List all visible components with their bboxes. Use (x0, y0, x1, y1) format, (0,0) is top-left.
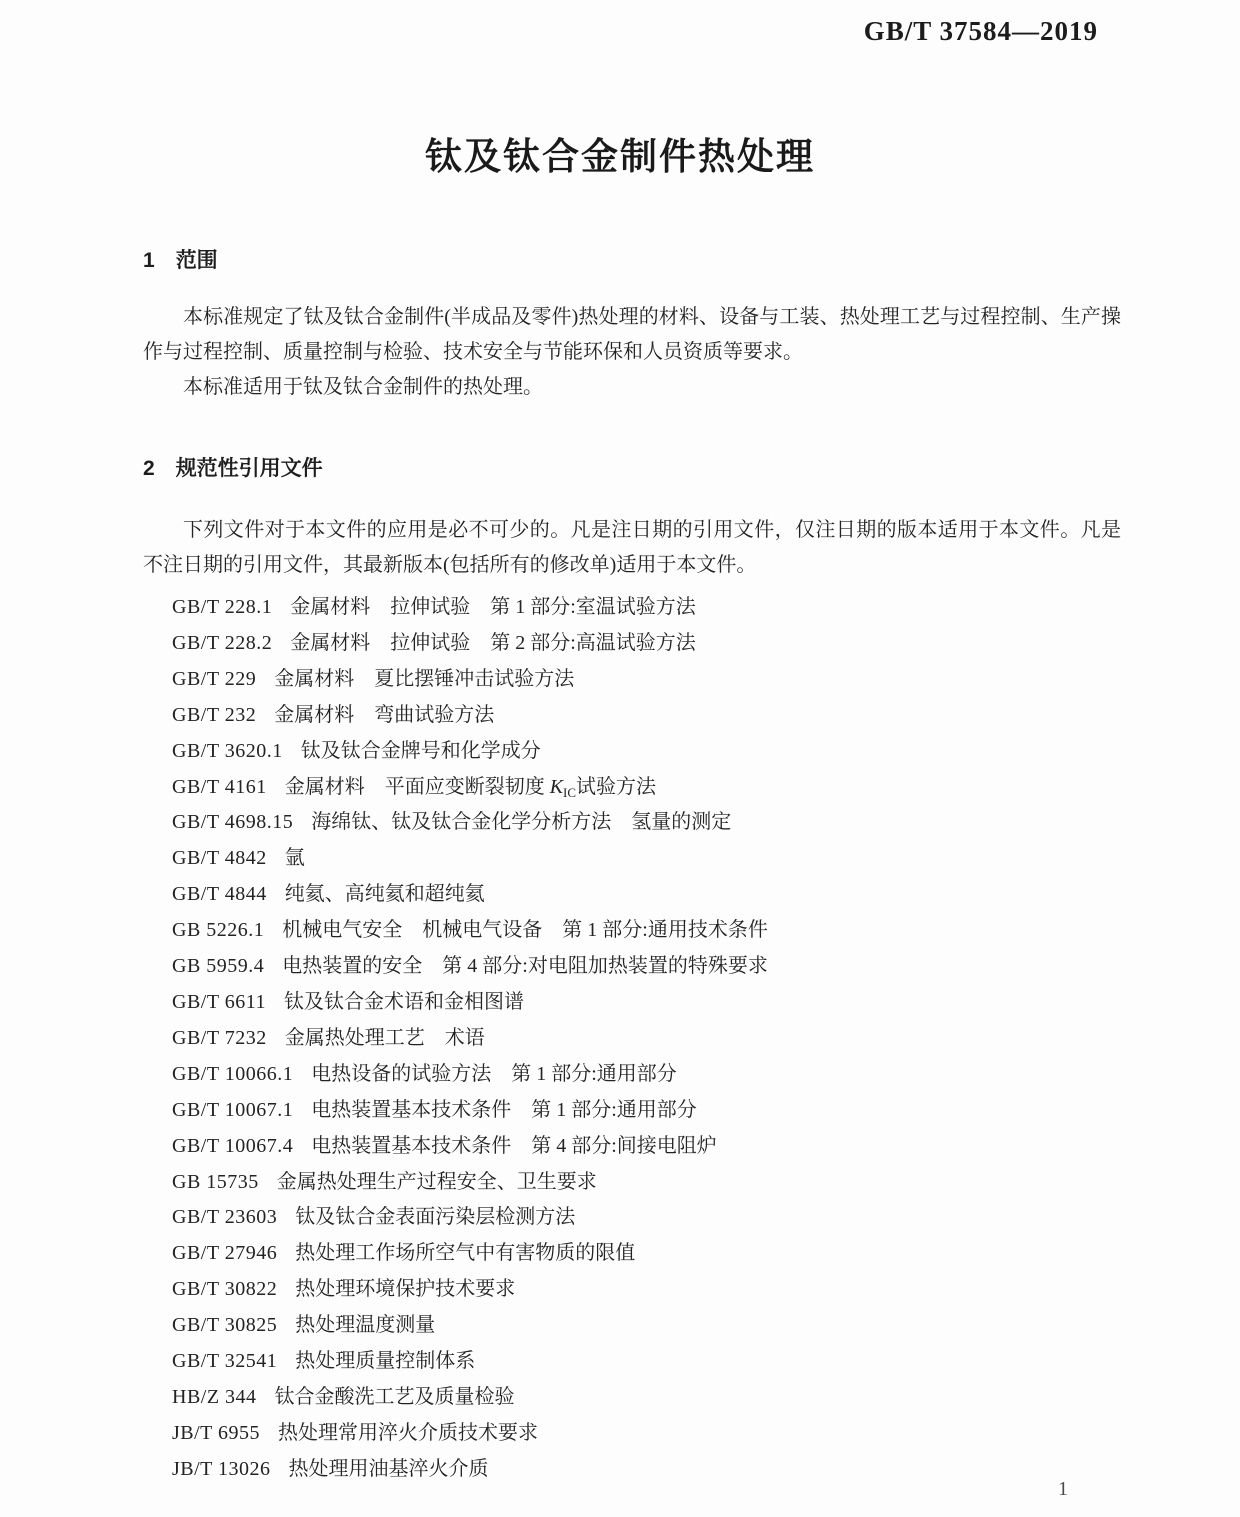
reference-title: 钛及钛合金术语和金相图谱 (283, 990, 524, 1013)
reference-title: 金属材料 拉伸试验 第 2 部分:高温试验方法 (290, 631, 696, 654)
reference-title: 电热装置基本技术条件 第 4 部分:间接电阻炉 (311, 1134, 717, 1157)
scope-text (143, 300, 1121, 405)
reference-code: GB/T 30822 (172, 1278, 278, 1301)
reference-item (172, 1165, 1122, 1201)
reference-title: 金属材料 弯曲试验方法 (274, 703, 495, 726)
reference-code: GB/T 4698.15 (172, 811, 294, 834)
reference-item (172, 1093, 1122, 1129)
reference-code: HB/Z 344 (172, 1385, 257, 1408)
section-scope-title: 范围 (175, 249, 218, 272)
references-intro-paragraph: 下列文件对于本文件的应用是必不可少的。凡是注日期的引用文件，仅注日期的版本适用于本文件。凡是不注日期的引用文件，其最新版本(包括所有的修改单)适用于本文件。 (143, 519, 1121, 576)
scope-paragraph-1: 本标准规定了钛及钛合金制件(半成品及零件)热处理的材料、设备与工装、热处理工艺与过程控制、生产操作与过程控制、质量控制与检验、技术安全与节能环保和人员资质等要求。 (143, 306, 1121, 363)
reference-title: 钛及钛合金表面污染层检测方法 (295, 1206, 576, 1229)
document-title: 钛及钛合金制件热处理 (425, 136, 815, 177)
reference-code: GB/T 30825 (172, 1314, 278, 1337)
reference-code: GB/T 4844 (172, 883, 267, 906)
reference-item (172, 1200, 1122, 1236)
reference-code: JB/T 6955 (172, 1421, 261, 1444)
reference-code: GB/T 10067.1 (172, 1098, 294, 1121)
reference-code: GB/T 10066.1 (172, 1062, 294, 1085)
reference-title: 电热装置的安全 第 4 部分:对电阻加热装置的特殊要求 (282, 955, 768, 978)
standard-code: GB/T 37584—2019 (863, 16, 1098, 46)
reference-title: 金属热处理生产过程安全、卫生要求 (276, 1170, 597, 1193)
section-references-number: 2 (143, 457, 155, 480)
reference-code: JB/T 13026 (172, 1457, 271, 1480)
reference-code: GB/T 4161 (172, 775, 267, 798)
reference-title: 电热设备的试验方法 第 1 部分:通用部分 (311, 1062, 677, 1085)
reference-item (172, 913, 1122, 949)
reference-code: GB 5226.1 (172, 919, 265, 942)
reference-title: 海绵钛、钛及钛合金化学分析方法 氢量的测定 (311, 811, 732, 834)
reference-item (172, 1236, 1122, 1272)
reference-code: GB/T 7232 (172, 1026, 267, 1049)
fracture-toughness-k-symbol: K (549, 775, 564, 798)
reference-title: 热处理用油基淬火介质 (288, 1457, 489, 1480)
reference-title: 钛及钛合金牌号和化学成分 (300, 739, 541, 762)
reference-code: GB 15735 (172, 1170, 259, 1193)
reference-code: GB/T 27946 (172, 1242, 278, 1265)
reference-code: GB/T 232 (172, 703, 257, 726)
reference-code: GB/T 6611 (172, 990, 266, 1013)
reference-title: 钛合金酸洗工艺及质量检验 (274, 1385, 515, 1408)
reference-title: 纯氦、高纯氦和超纯氦 (284, 883, 485, 906)
section-scope-heading (143, 244, 218, 274)
reference-title: 金属材料 拉伸试验 第 1 部分:室温试验方法 (290, 596, 696, 618)
reference-code: GB/T 23603 (172, 1206, 278, 1229)
reference-title: 金属材料 夏比摆锤冲击试验方法 (274, 667, 575, 690)
reference-item (172, 1272, 1122, 1308)
reference-item (172, 985, 1122, 1021)
reference-item (172, 1308, 1122, 1344)
section-scope-number: 1 (143, 249, 155, 272)
reference-item (172, 1021, 1122, 1057)
reference-item (172, 1380, 1122, 1416)
reference-code: GB/T 4842 (172, 847, 267, 870)
reference-item (172, 877, 1122, 913)
reference-title: 电热装置基本技术条件 第 1 部分:通用部分 (311, 1098, 697, 1121)
reference-item (172, 698, 1122, 734)
reference-item (172, 770, 1122, 806)
reference-title: 热处理常用淬火介质技术要求 (278, 1421, 539, 1444)
reference-title: 热处理温度测量 (295, 1314, 436, 1337)
reference-code: GB/T 229 (172, 667, 257, 690)
reference-item (172, 805, 1122, 841)
reference-code: GB/T 3620.1 (172, 739, 283, 762)
reference-title: 金属热处理工艺 术语 (284, 1026, 485, 1049)
reference-item (172, 841, 1122, 877)
reference-item (172, 734, 1122, 770)
references-intro (143, 513, 1121, 583)
references-list (172, 590, 1122, 1488)
reference-code: GB 5959.4 (172, 955, 265, 978)
scope-paragraph-2: 本标准适用于钛及钛合金制件的热处理。 (183, 376, 543, 398)
reference-item (172, 1129, 1122, 1165)
reference-title: 氩 (284, 847, 305, 870)
section-references-heading (143, 452, 323, 482)
reference-title: 机械电气安全 机械电气设备 第 1 部分:通用技术条件 (282, 919, 768, 942)
reference-code: GB/T 10067.4 (172, 1134, 294, 1157)
fracture-toughness-k-subscript: IC (563, 784, 577, 800)
section-references-title: 规范性引用文件 (175, 457, 323, 480)
reference-code: GB/T 32541 (172, 1350, 278, 1373)
reference-item (172, 1057, 1122, 1093)
reference-item (172, 1416, 1122, 1452)
reference-code: GB/T 228.1 (172, 596, 273, 618)
reference-title: 热处理环境保护技术要求 (295, 1278, 516, 1301)
reference-item (172, 949, 1122, 985)
reference-title-post: 试验方法 (576, 775, 657, 798)
reference-item (172, 662, 1122, 698)
page-number: 1 (1058, 1478, 1068, 1500)
reference-title: 热处理质量控制体系 (295, 1350, 476, 1373)
reference-item (172, 1452, 1122, 1488)
reference-title: 热处理工作场所空气中有害物质的限值 (295, 1242, 636, 1265)
reference-title (285, 776, 656, 798)
reference-item (172, 626, 1122, 662)
reference-code: GB/T 228.2 (172, 631, 273, 654)
reference-title-pre: 金属材料 平面应变断裂韧度 (284, 775, 550, 798)
reference-item (172, 590, 1122, 626)
reference-item (172, 1344, 1122, 1380)
